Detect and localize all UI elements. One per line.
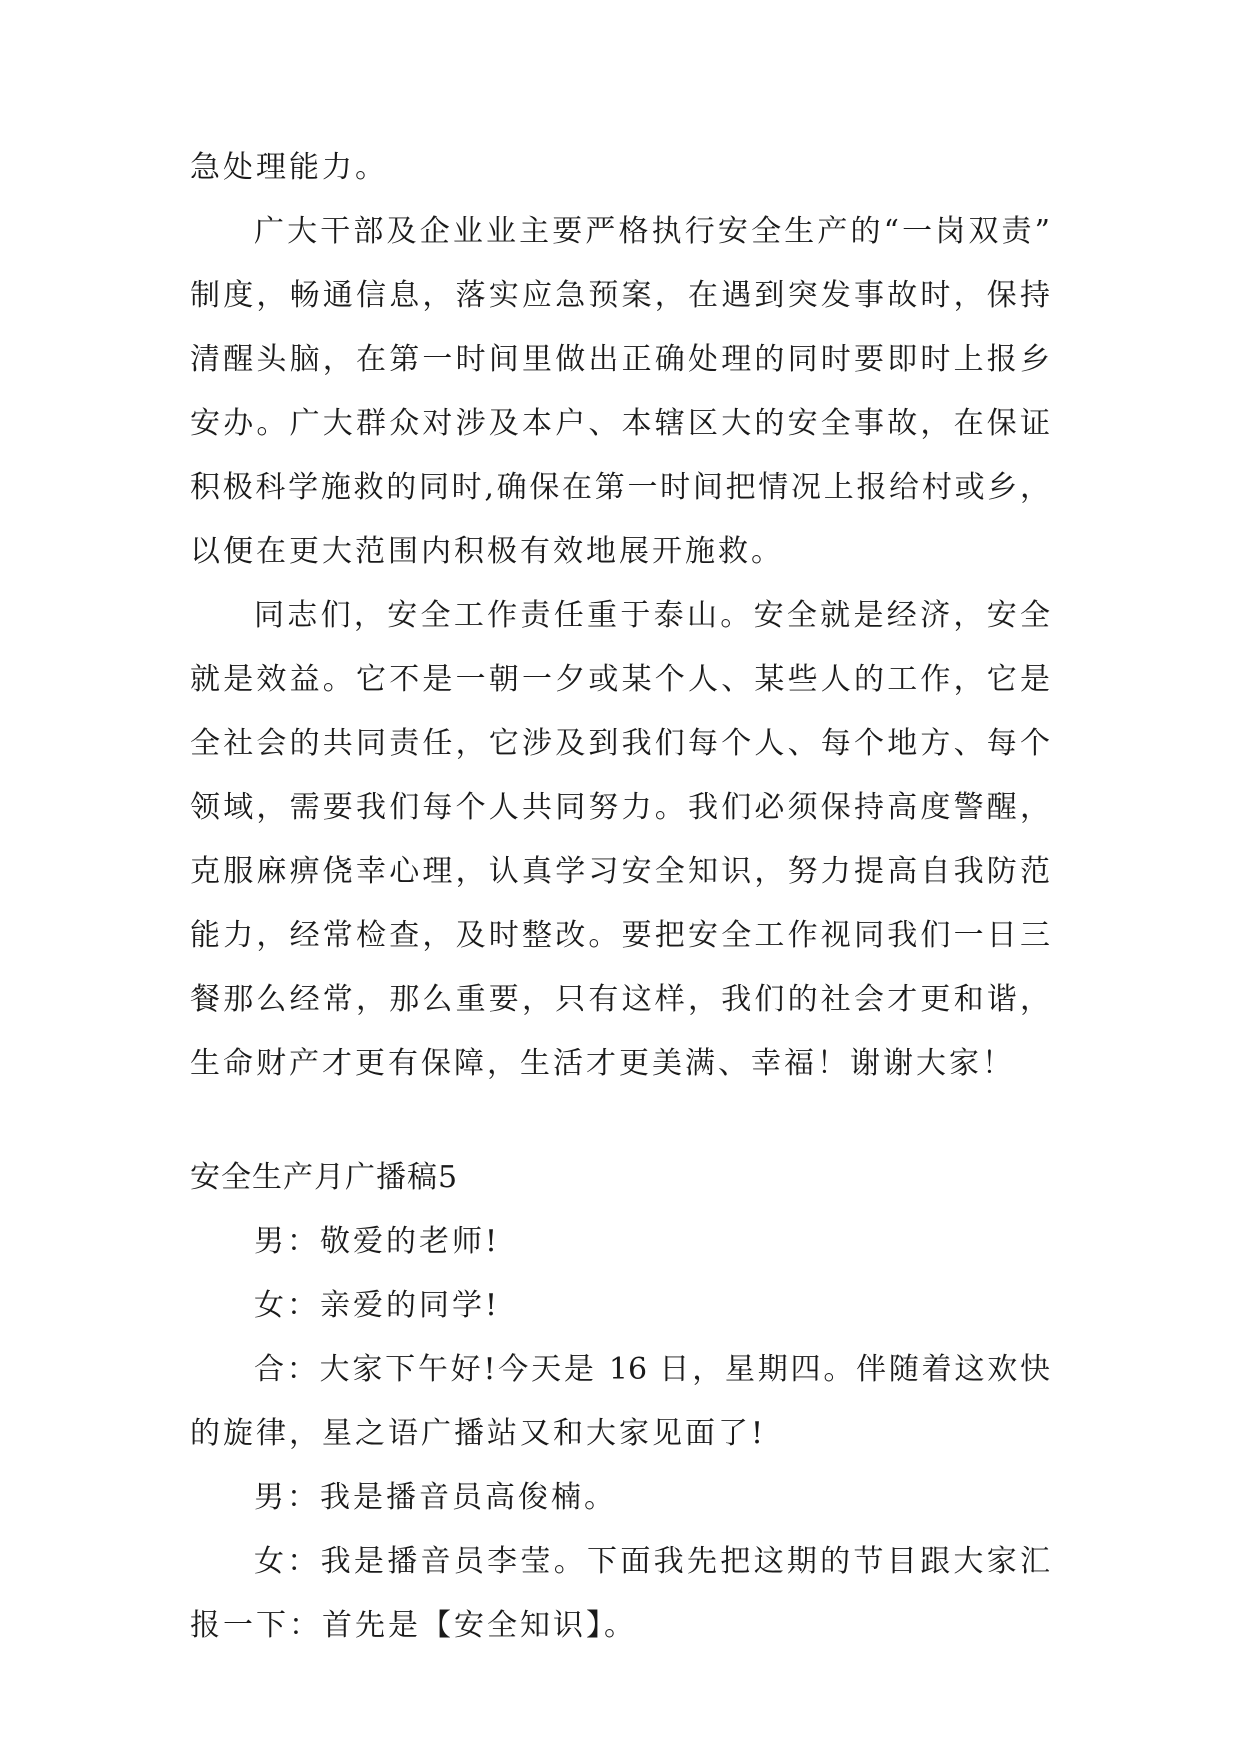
paragraph-line: 生命财产才更有保障，生活才更美满、幸福！谢谢大家！ [190, 1046, 1015, 1081]
paragraph-line: 制度，畅通信息，落实应急预案，在遇到突发事故时，保持 [190, 278, 1050, 313]
dialogue-line: 报一下：首先是【安全知识】。 [190, 1608, 637, 1643]
section-title: 安全生产月广播稿5 [190, 1160, 459, 1195]
dialogue-line: 女：亲爱的同学! [254, 1288, 501, 1323]
paragraph-line: 领域，需要我们每个人共同努力。我们必须保持高度警醒， [190, 790, 1050, 825]
paragraph-line: 同志们，安全工作责任重于泰山。安全就是经济，安全 [254, 598, 1050, 633]
dialogue-line: 合：大家下午好!今天是 16 日，星期四。伴随着这欢快 [254, 1352, 1050, 1387]
paragraph-line: 清醒头脑，在第一时间里做出正确处理的同时要即时上报乡 [190, 342, 1050, 377]
dialogue-line: 女：我是播音员李莹。下面我先把这期的节目跟大家汇 [254, 1544, 1050, 1579]
paragraph-line: 以便在更大范围内积极有效地展开施救。 [190, 534, 784, 569]
paragraph-line: 能力，经常检查，及时整改。要把安全工作视同我们一日三 [190, 918, 1050, 953]
paragraph-line: 安办。广大群众对涉及本户、本辖区大的安全事故，在保证 [190, 406, 1050, 441]
dialogue-line: 男：我是播音员高俊楠。 [254, 1480, 617, 1515]
paragraph-line: 急处理能力。 [190, 150, 388, 185]
dialogue-line: 的旋律，星之语广播站又和大家见面了! [190, 1416, 767, 1451]
paragraph-line: 积极科学施救的同时,确保在第一时间把情况上报给村或乡， [190, 470, 1050, 505]
paragraph-line: 克服麻痹侥幸心理，认真学习安全知识，努力提高自我防范 [190, 854, 1050, 889]
paragraph-line: 餐那么经常，那么重要，只有这样，我们的社会才更和谐， [190, 982, 1050, 1017]
paragraph-line: 就是效益。它不是一朝一夕或某个人、某些人的工作，它是 [190, 662, 1050, 697]
dialogue-line: 男：敬爱的老师! [254, 1224, 501, 1259]
paragraph-line: 广大干部及企业业主要严格执行安全生产的“一岗双责” [254, 214, 1050, 249]
paragraph-line: 全社会的共同责任，它涉及到我们每个人、每个地方、每个 [190, 726, 1050, 761]
